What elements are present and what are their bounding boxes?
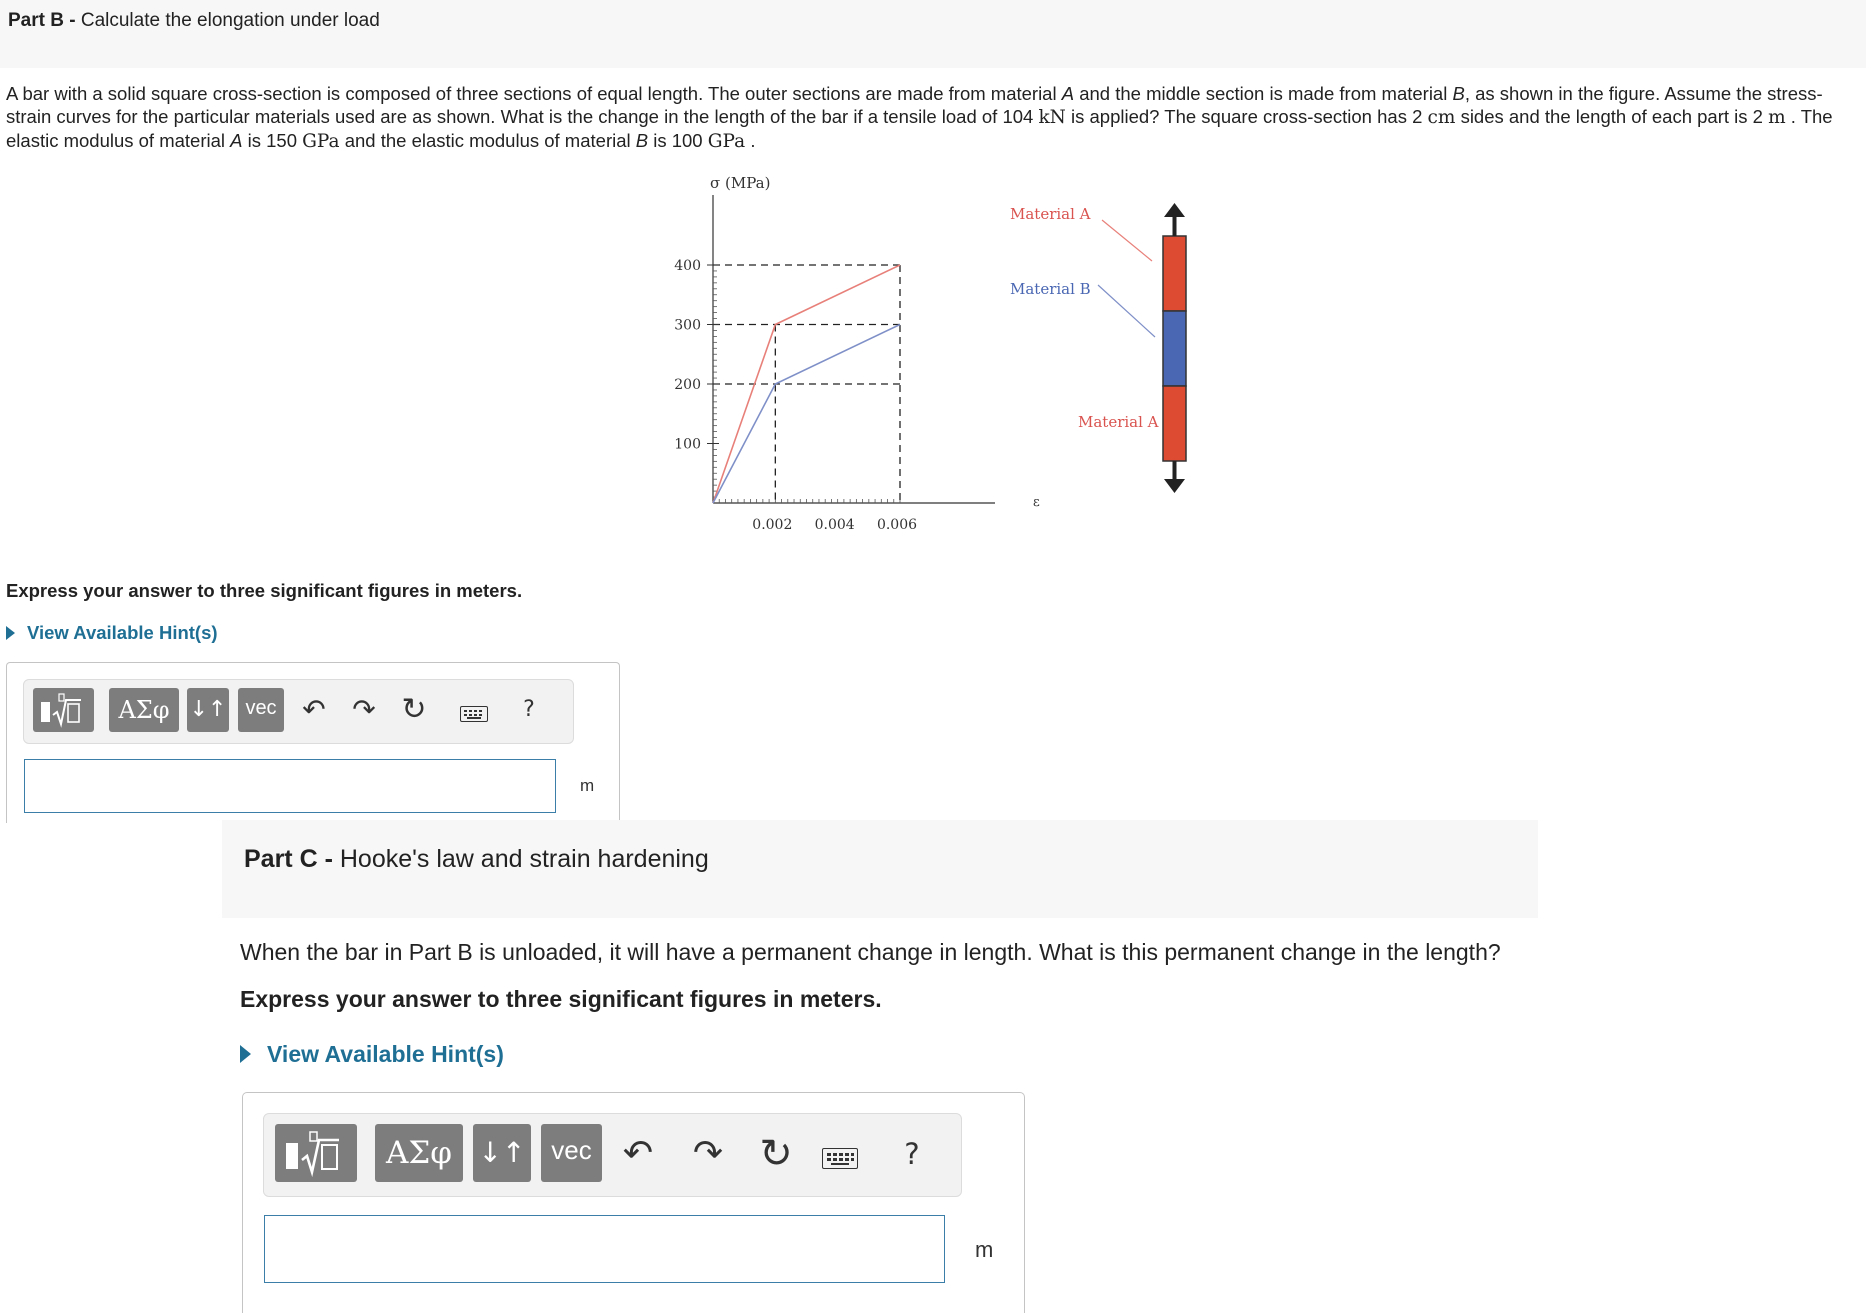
- undo-icon[interactable]: ↶: [302, 693, 326, 726]
- bar-section-b: [1163, 311, 1186, 386]
- redo-icon[interactable]: ↷: [692, 1133, 724, 1174]
- templates-button[interactable]: [275, 1124, 357, 1182]
- bar-section-a-bottom: [1163, 386, 1186, 461]
- part-c-question: When the bar in Part B is unloaded, it will have a permanent change in length. What is this permanent change in the length?: [240, 939, 1501, 965]
- y-tick-label: 200: [674, 377, 701, 393]
- y-tick-label: 100: [674, 436, 701, 453]
- part-b-title: Part B - Calculate the elongation under load: [8, 10, 380, 31]
- leader-b: [1098, 285, 1155, 337]
- part-b-answer-panel: [6, 662, 620, 823]
- arrow-down-icon: [1164, 479, 1185, 493]
- label-material-a-top: Material A: [1010, 205, 1091, 223]
- vec-button[interactable]: vec: [541, 1124, 602, 1182]
- part-c-unit: m: [975, 1237, 994, 1262]
- x-tick-label: 0.002: [752, 517, 793, 533]
- x-tick-label: 0.004: [814, 517, 855, 533]
- y-axis-label: σ (MPa): [710, 174, 771, 192]
- redo-icon[interactable]: ↷: [352, 693, 376, 726]
- arrow-up-icon: [1164, 203, 1185, 217]
- y-tick-labels: [674, 258, 719, 453]
- arrows-button[interactable]: ↓↑: [187, 688, 229, 732]
- part-c-answer-panel: [242, 1092, 1025, 1313]
- dashed-guides: [713, 265, 900, 503]
- templates-button[interactable]: [33, 688, 94, 732]
- greek-symbols-button[interactable]: ΑΣφ: [375, 1124, 463, 1182]
- x-tick-label: 0.006: [876, 517, 918, 533]
- arrows-button[interactable]: ↓↑: [473, 1124, 531, 1182]
- triangle-right-icon: [6, 626, 15, 640]
- part-b-hint-link[interactable]: View Available Hint(s): [6, 622, 218, 644]
- series-material-b: [713, 325, 900, 504]
- stress-strain-figure: [640, 165, 1240, 555]
- keyboard-icon[interactable]: [822, 1148, 858, 1169]
- part-c-answer-input[interactable]: [264, 1215, 945, 1283]
- bar-section-a-top: [1163, 236, 1186, 311]
- part-b-express: Express your answer to three significant figures in meters.: [6, 580, 523, 601]
- undo-icon[interactable]: ↶: [622, 1133, 654, 1174]
- part-c-title: Part C - Hooke's law and strain hardening: [244, 845, 709, 873]
- keyboard-icon[interactable]: [460, 706, 488, 722]
- reset-icon[interactable]: ↻: [759, 1131, 793, 1177]
- greek-symbols-button[interactable]: ΑΣφ: [109, 688, 179, 732]
- label-material-b: Material B: [1010, 280, 1091, 298]
- part-c-express: Express your answer to three significant figures in meters.: [240, 986, 882, 1012]
- part-c-toolbar: [263, 1113, 962, 1197]
- triangle-right-icon: [240, 1045, 251, 1063]
- reset-icon[interactable]: ↻: [401, 692, 427, 727]
- part-b-unit: m: [580, 776, 595, 795]
- x-axis-label: ε: [1033, 495, 1040, 510]
- y-tick-label: 300: [674, 317, 701, 334]
- part-c-hint-link[interactable]: View Available Hint(s): [240, 1041, 504, 1068]
- part-b-toolbar: [23, 679, 574, 744]
- problem-statement: A bar with a solid square cross-section is composed of three sections of equal length. The outer sections are made from material A and the middle section is made from material B, as shown in the figure. Assume the stress-strain curves for the particular materials used are as shown. What is the change in the length of the bar if a tensile load of 104 kN is applied? The square cross-section has 2 cm sides and the length of each part is 2 m . The elastic modulus of material A is 150 GPa and the elastic modulus of material B is 100 GPa .: [6, 83, 1833, 152]
- part-b-answer-input[interactable]: [24, 759, 556, 813]
- help-icon[interactable]: ?: [523, 697, 535, 722]
- label-material-a-bottom: Material A: [1078, 413, 1159, 431]
- leader-a-top: [1102, 220, 1152, 261]
- x-tick-labels: [752, 517, 917, 533]
- help-icon[interactable]: ?: [904, 1137, 920, 1171]
- vec-button[interactable]: vec: [238, 688, 284, 732]
- y-tick-label: 400: [674, 258, 701, 274]
